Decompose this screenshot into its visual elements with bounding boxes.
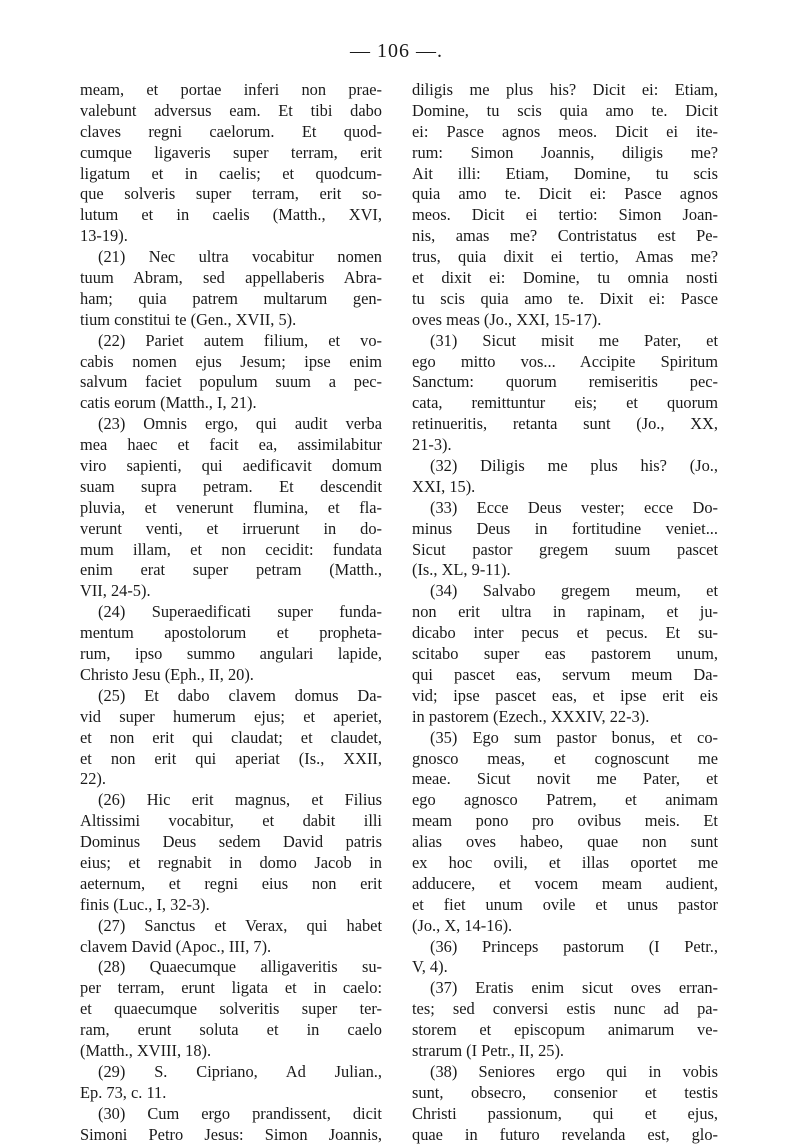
text-line: tes; sed conversi estis nunc ad pa- <box>412 999 718 1019</box>
page-number: — 106 —. <box>350 40 443 62</box>
text-line: XXI, 15). <box>412 476 476 496</box>
text-line: Christi passionum, qui et ejus, <box>412 1103 718 1123</box>
text-line: salvum faciet populum suum a pec- <box>80 372 382 392</box>
text-line: (26) Hic erit magnus, et Filius <box>98 790 382 810</box>
text-line: ligatum et in caelis; et quodcum- <box>80 163 382 183</box>
text-line: eius; et regnabit in domo Jacob in <box>80 852 382 872</box>
text-line: ram, erunt soluta et in caelo <box>80 1020 382 1040</box>
text-line: claves regni caelorum. Et quod- <box>80 121 382 141</box>
text-line: finis (Luc., I, 32-3). <box>80 894 210 914</box>
text-line: (36) Princeps pastorum (I Petr., <box>430 936 718 956</box>
text-line: et non erit qui claudat; et claudet, <box>80 727 382 747</box>
text-line: ego agnosco Patrem, et animam <box>412 790 718 810</box>
text-line: adducere, et vocem meam audient, <box>412 873 718 893</box>
text-line: Altissimi vocabitur, et dabit illi <box>80 811 382 831</box>
text-line: nis, amas me? Contristatus est Pe- <box>412 226 718 246</box>
text-line: vid; ipse pascet eas, et ipse erit eis <box>412 685 718 705</box>
text-line: verunt venti, et irruerunt in do- <box>80 518 382 538</box>
text-line: per terram, erunt ligata et in caelo: <box>80 978 382 998</box>
text-line: cumque ligaveris super terram, erit <box>80 142 382 162</box>
text-line: et non erit qui aperiat (Is., XXII, <box>80 748 382 768</box>
text-line: Sanctum: quorum remiseritis pec- <box>412 372 718 392</box>
text-line: ego mitto vos... Accipite Spiritum <box>412 351 718 371</box>
text-line: (27) Sanctus et Verax, qui habet <box>98 915 382 935</box>
text-line: mentum apostolorum et propheta- <box>80 623 382 643</box>
text-line: meos. Dicit ei tertio: Simon Joan- <box>412 205 718 225</box>
text-line: ex hoc ovili, et illas oportet me <box>412 852 718 872</box>
text-line: Sicut pastor gregem suum pascet <box>412 539 718 559</box>
text-line: (35) Ego sum pastor bonus, et co- <box>430 727 718 747</box>
text-line: oves meas (Jo., XXI, 15-17). <box>412 309 602 329</box>
text-line: quia amo te. Dicit ei: Pasce agnos <box>412 184 718 204</box>
text-line: aeternum, et regni eius non erit <box>80 873 382 893</box>
text-line: catis eorum (Matth., I, 21). <box>80 393 257 413</box>
text-line: (23) Omnis ergo, qui audit verba <box>98 414 382 434</box>
text-line: (32) Diligis me plus his? (Jo., <box>430 456 718 476</box>
text-line: rum, ipso summo angulari lapide, <box>80 644 382 664</box>
text-line: enim erat super petram (Matth., <box>80 560 382 580</box>
text-line: pluvia, et venerunt flumina, et fla- <box>80 497 382 517</box>
text-line: mum illam, et non cecidit: fundata <box>80 539 382 559</box>
text-line: (34) Salvabo gregem meum, et <box>430 581 718 601</box>
text-line: non erit ultra in rapinam, et ju- <box>412 602 718 622</box>
text-line: et dixit ei: Domine, tu omnia nosti <box>412 268 718 288</box>
text-line: minus Deus in fortitudine veniet... <box>412 518 718 538</box>
text-line: Christo Jesu (Eph., II, 20). <box>80 664 254 684</box>
text-line: ei: Pasce agnos meos. Dicit ei ite- <box>412 121 718 141</box>
text-line: tu scis quia amo te. Dixit ei: Pasce <box>412 288 718 308</box>
text-line: suam supra petram. Et descendit <box>80 476 382 496</box>
text-line: viro sapienti, qui aedificavit domum <box>80 456 382 476</box>
text-line: in pastorem (Ezech., XXXIV, 22-3). <box>412 706 650 726</box>
text-line: (Jo., X, 14-16). <box>412 915 513 935</box>
text-line: (31) Sicut misit me Pater, et <box>430 330 718 350</box>
text-line: (22) Pariet autem filium, et vo- <box>98 330 382 350</box>
text-line: clavem David (Apoc., III, 7). <box>80 936 272 956</box>
text-line: 22). <box>80 769 106 789</box>
text-line: meam pono pro ovibus meis. Et <box>412 811 718 831</box>
text-line: et fiet unum ovile et unus pastor <box>412 894 718 914</box>
text-line: alias oves habeo, quae non sunt <box>412 832 718 852</box>
text-line: lutum et in caelis (Matth., XVI, <box>80 205 382 225</box>
text-line: storem et episcopum animarum ve- <box>412 1020 718 1040</box>
text-line: (33) Ecce Deus vester; ecce Do- <box>430 497 718 517</box>
text-line: ham; quia patrem multarum gen- <box>80 288 382 308</box>
text-line: dicabo inter pecus et pecus. Et su- <box>412 623 718 643</box>
text-line: (37) Eratis enim sicut oves erran- <box>430 978 718 998</box>
left-column <box>80 80 382 1145</box>
text-line: (25) Et dabo clavem domus Da- <box>98 685 382 705</box>
text-line: qui pascet eas, servum meum Da- <box>412 664 718 684</box>
text-line: 13-19). <box>80 226 128 246</box>
text-line: meae. Sicut novit me Pater, et <box>412 769 718 789</box>
text-line: (21) Nec ultra vocabitur nomen <box>98 247 382 267</box>
text-line: et quaecumque solveritis super ter- <box>80 999 382 1019</box>
text-line: cabis nomen ejus Jesum; ipse enim <box>80 351 382 371</box>
text-line: meam, et portae inferi non prae- <box>80 80 382 99</box>
text-line: tium constitui te (Gen., XVII, 5). <box>80 309 297 329</box>
text-line: (Is., XL, 9-11). <box>412 560 511 580</box>
text-line: VII, 24-5). <box>80 581 151 601</box>
right-column <box>412 80 718 1145</box>
text-line: cata, remittuntur eis; et quorum <box>412 393 718 413</box>
text-line: (24) Superaedificati super funda- <box>98 602 382 622</box>
text-line: retinueritis, retanta sunt (Jo., XX, <box>412 414 718 434</box>
text-line: tuum Abram, sed appellaberis Abra- <box>80 268 382 288</box>
text-line: (30) Cum ergo prandissent, dicit <box>98 1103 382 1123</box>
text-line: V, 4). <box>412 957 448 977</box>
text-line: trus, quia dixit ei tertio, Amas me? <box>412 247 718 267</box>
text-line: Simoni Petro Jesus: Simon Joannis, <box>80 1124 382 1144</box>
text-line: quae in futuro revelanda est, glo- <box>412 1124 718 1144</box>
text-line: que solveris super terram, erit so- <box>80 184 382 204</box>
text-line: Ep. 73, c. 11. <box>80 1082 167 1102</box>
text-line: scitabo super eas pastorem unum, <box>412 644 718 664</box>
text-line: gnosco meas, et cognoscunt me <box>412 748 718 768</box>
text-line: sunt, obsecro, consenior et testis <box>412 1082 718 1102</box>
text-line: mea haec et facit ea, assimilabitur <box>80 435 382 455</box>
text-line: diligis me plus his? Dicit ei: Etiam, <box>412 80 718 99</box>
text-line: 21-3). <box>412 435 452 455</box>
text-line: strarum (I Petr., II, 25). <box>412 1040 565 1060</box>
text-line: (29) S. Cipriano, Ad Julian., <box>98 1061 382 1081</box>
text-line: (Matth., XVIII, 18). <box>80 1040 212 1060</box>
text-line: Domine, tu scis quia amo te. Dicit <box>412 100 718 120</box>
text-line: (28) Quaecumque alligaveritis su- <box>98 957 382 977</box>
text-line: vid super humerum ejus; et aperiet, <box>80 706 382 726</box>
text-line: valebunt adversus eam. Et tibi dabo <box>80 100 382 120</box>
text-line: Ait illi: Etiam, Domine, tu scis <box>412 163 718 183</box>
text-line: (38) Seniores ergo qui in vobis <box>430 1061 718 1081</box>
text-line: Dominus Deus sedem David patris <box>80 832 382 852</box>
text-line: rum: Simon Joannis, diligis me? <box>412 142 718 162</box>
